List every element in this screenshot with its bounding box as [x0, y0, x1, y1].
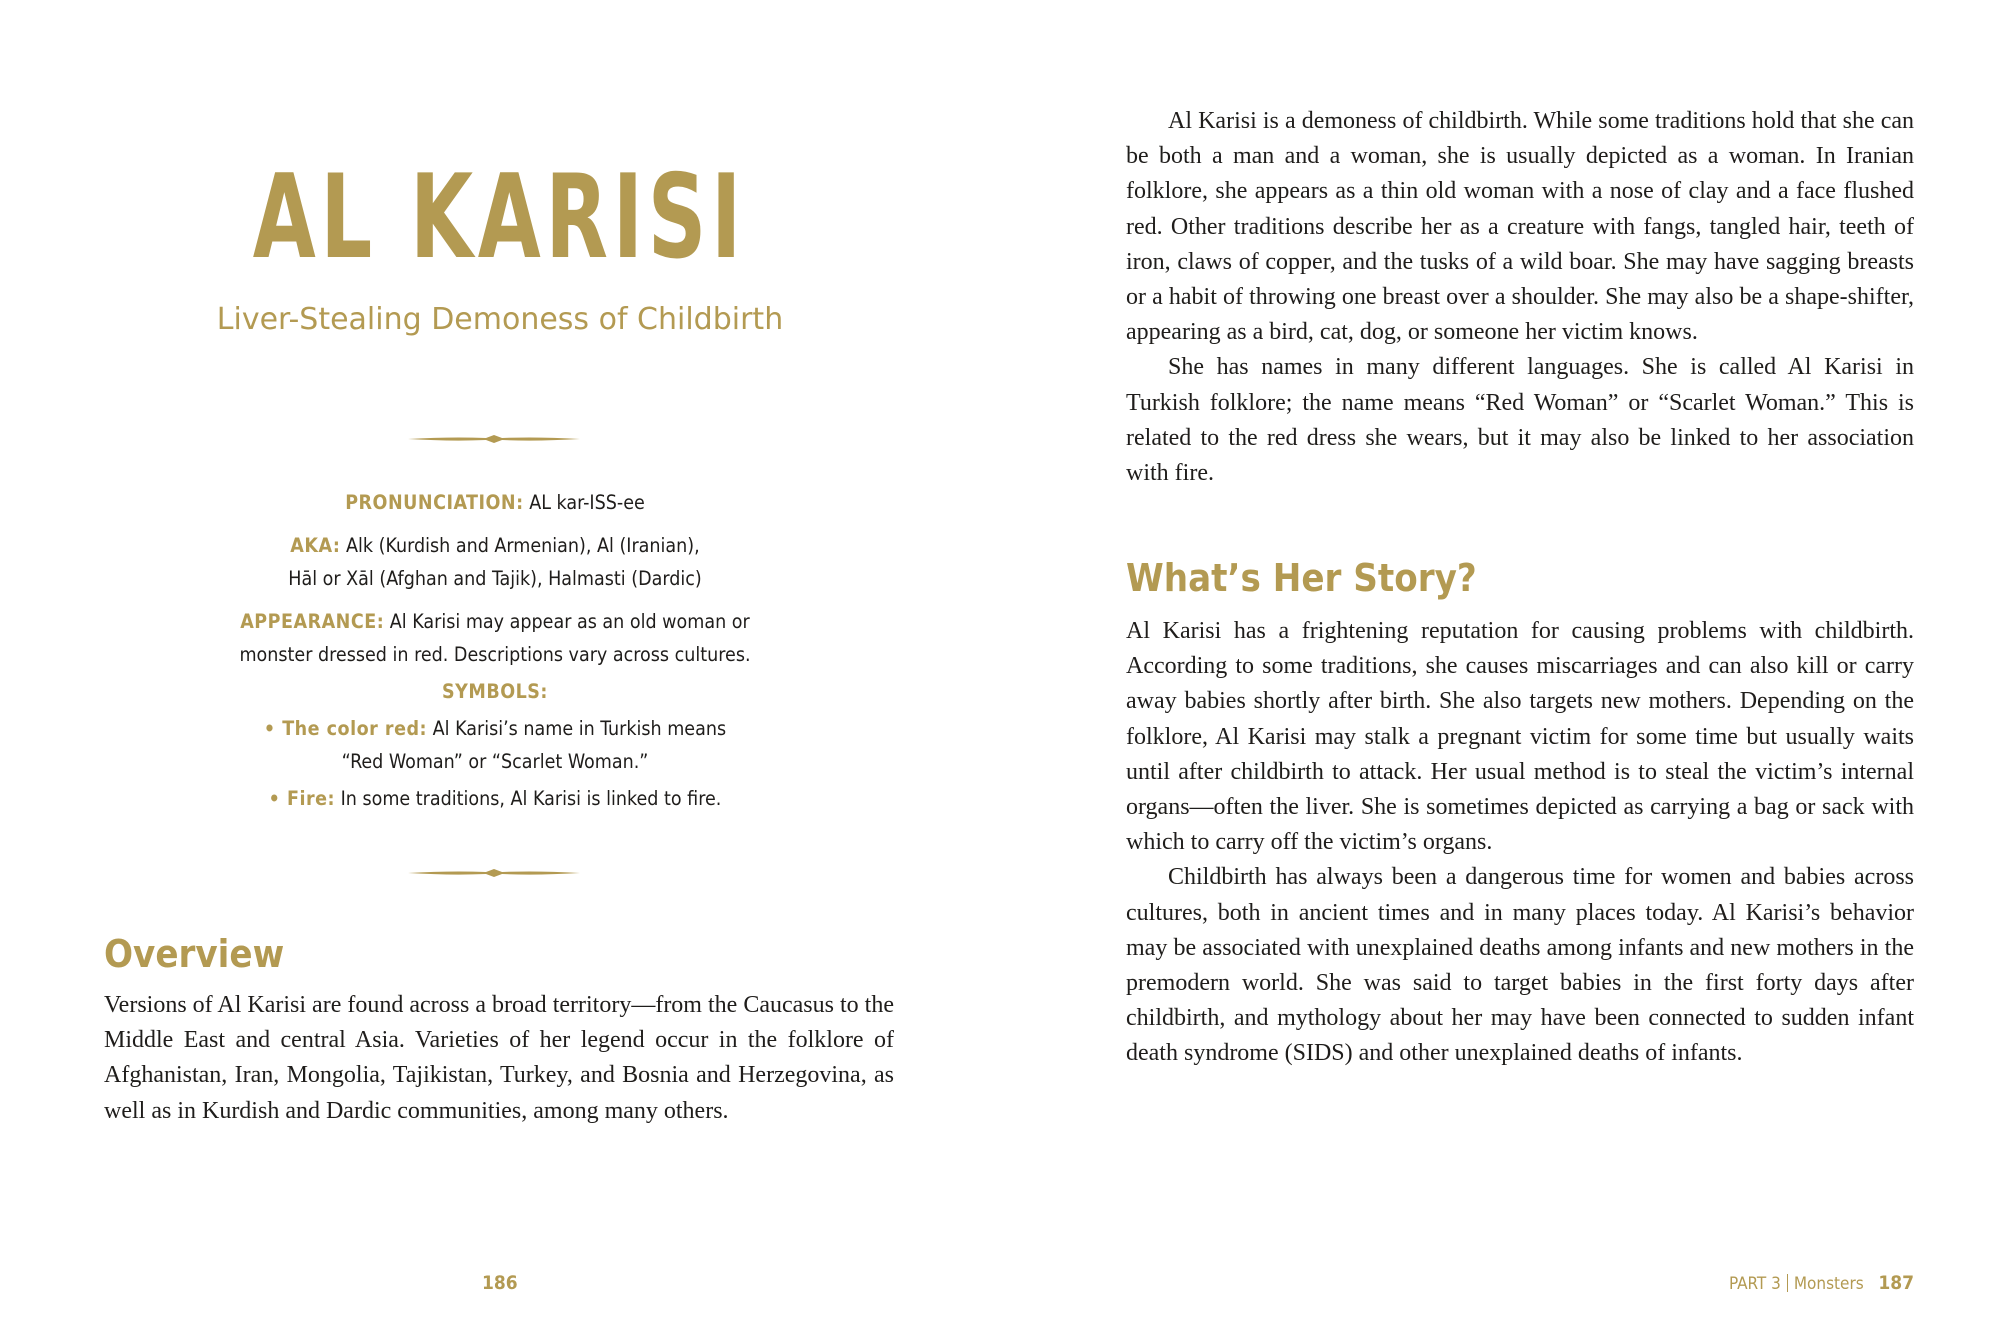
appearance-entry: APPEARANCE: Al Karisi may appear as an old woman or monster dressed in red. Descriptions vary across cultures. — [239, 610, 751, 666]
ornament-icon — [408, 432, 580, 446]
ornament-icon — [408, 866, 580, 880]
intro-text — [1126, 104, 1914, 491]
story-heading: What’s Her Story? — [1126, 556, 1477, 600]
symbol-item-red: • The color red: Al Karisi’s name in Turkish means “Red Woman” or “Scarlet Woman.” — [263, 717, 727, 773]
story-text — [1126, 614, 1914, 1072]
top-ornament-divider — [408, 432, 580, 446]
page-number-left: 186 — [482, 1272, 518, 1294]
symbols-entry: SYMBOLS: — [442, 680, 548, 703]
story-paragraph: Childbirth has always been a dangerous time for women and babies across cultures, both in ancient times and in many places today. Al Karisi’s behavior may be associated with unexplained deaths among infants and new mothers in the premodern world. She was said to target babies in the first forty days after childbirth, and mythology about her may have been connected to sudden infant death syndrome (SIDS) and other unexplained deaths of infants. — [1126, 864, 1914, 1067]
page-subtitle: Liver-Stealing Demoness of Childbirth — [216, 302, 784, 337]
intro-paragraph: She has names in many different languages. She is called Al Karisi in Turkish folklore; the name means “Red Woman” or “Scarlet Woman.” This is related to the red dress she wears, but it may also be linked to her association with fire. — [1126, 354, 1914, 487]
bottom-ornament-divider — [408, 866, 580, 880]
overview-heading: Overview — [104, 932, 285, 976]
intro-paragraph: Al Karisi is a demoness of childbirth. While some traditions hold that she can be both a man and a woman, she is usually depicted as a woman. In Iranian folklore, she appears as a thin old woman with a nose of clay and a face flushed red. Other traditions describe her as a creature with fangs, tangled hair, teeth of iron, claws of copper, and the tusks of a wild boar. She may have sagging breasts or a habit of throwing one breast over a shoulder. She may also be a shape-shifter, appearing as a bird, cat, dog, or someone her victim knows. — [1126, 108, 1914, 346]
pronunciation-entry: PRONUNCIATION: AL kar-ISS-ee — [345, 491, 645, 514]
running-footer — [1729, 1272, 1914, 1294]
story-paragraph: Al Karisi has a frightening reputation for causing problems with childbirth. According to some traditions, she causes miscarriages and can also kill or carry away babies shortly after birth. She also targets new mothers. Depending on the folklore, Al Karisi may stalk a pregnant victim for some time but usually waits until after childbirth to attack. Her usual method is to steal the victim’s internal organs—often the liver. She is sometimes depicted as carrying a bag or sack with which to carry off the victim’s organs. — [1126, 618, 1914, 856]
page-number-right: 187 — [1878, 1272, 1914, 1294]
aka-entry: AKA: Alk (Kurdish and Armenian), Al (Iranian), Hāl or Xāl (Afghan and Tajik), Halmasti (Dardic) — [288, 534, 702, 590]
part-label: PART 3 — [1728, 1274, 1781, 1294]
section-label: Monsters — [1793, 1274, 1864, 1294]
symbol-item-fire: • Fire: In some traditions, Al Karisi is linked to fire. — [268, 787, 722, 810]
footer-divider — [1787, 1274, 1788, 1292]
fact-box — [150, 486, 840, 825]
page-title: AL KARISI — [252, 150, 746, 285]
right-page — [1000, 0, 2000, 1333]
overview-text: Versions of Al Karisi are found across a broad territory—from the Caucasus to the Middle East and central Asia. Varieties of her legend occur in the folklore of Afghanistan, Iran, Mongolia, Tajikistan, Turkey, and Bosnia and Herzegovina, as well as in Kurdish and Dardic communities, among many others. — [104, 992, 894, 1124]
